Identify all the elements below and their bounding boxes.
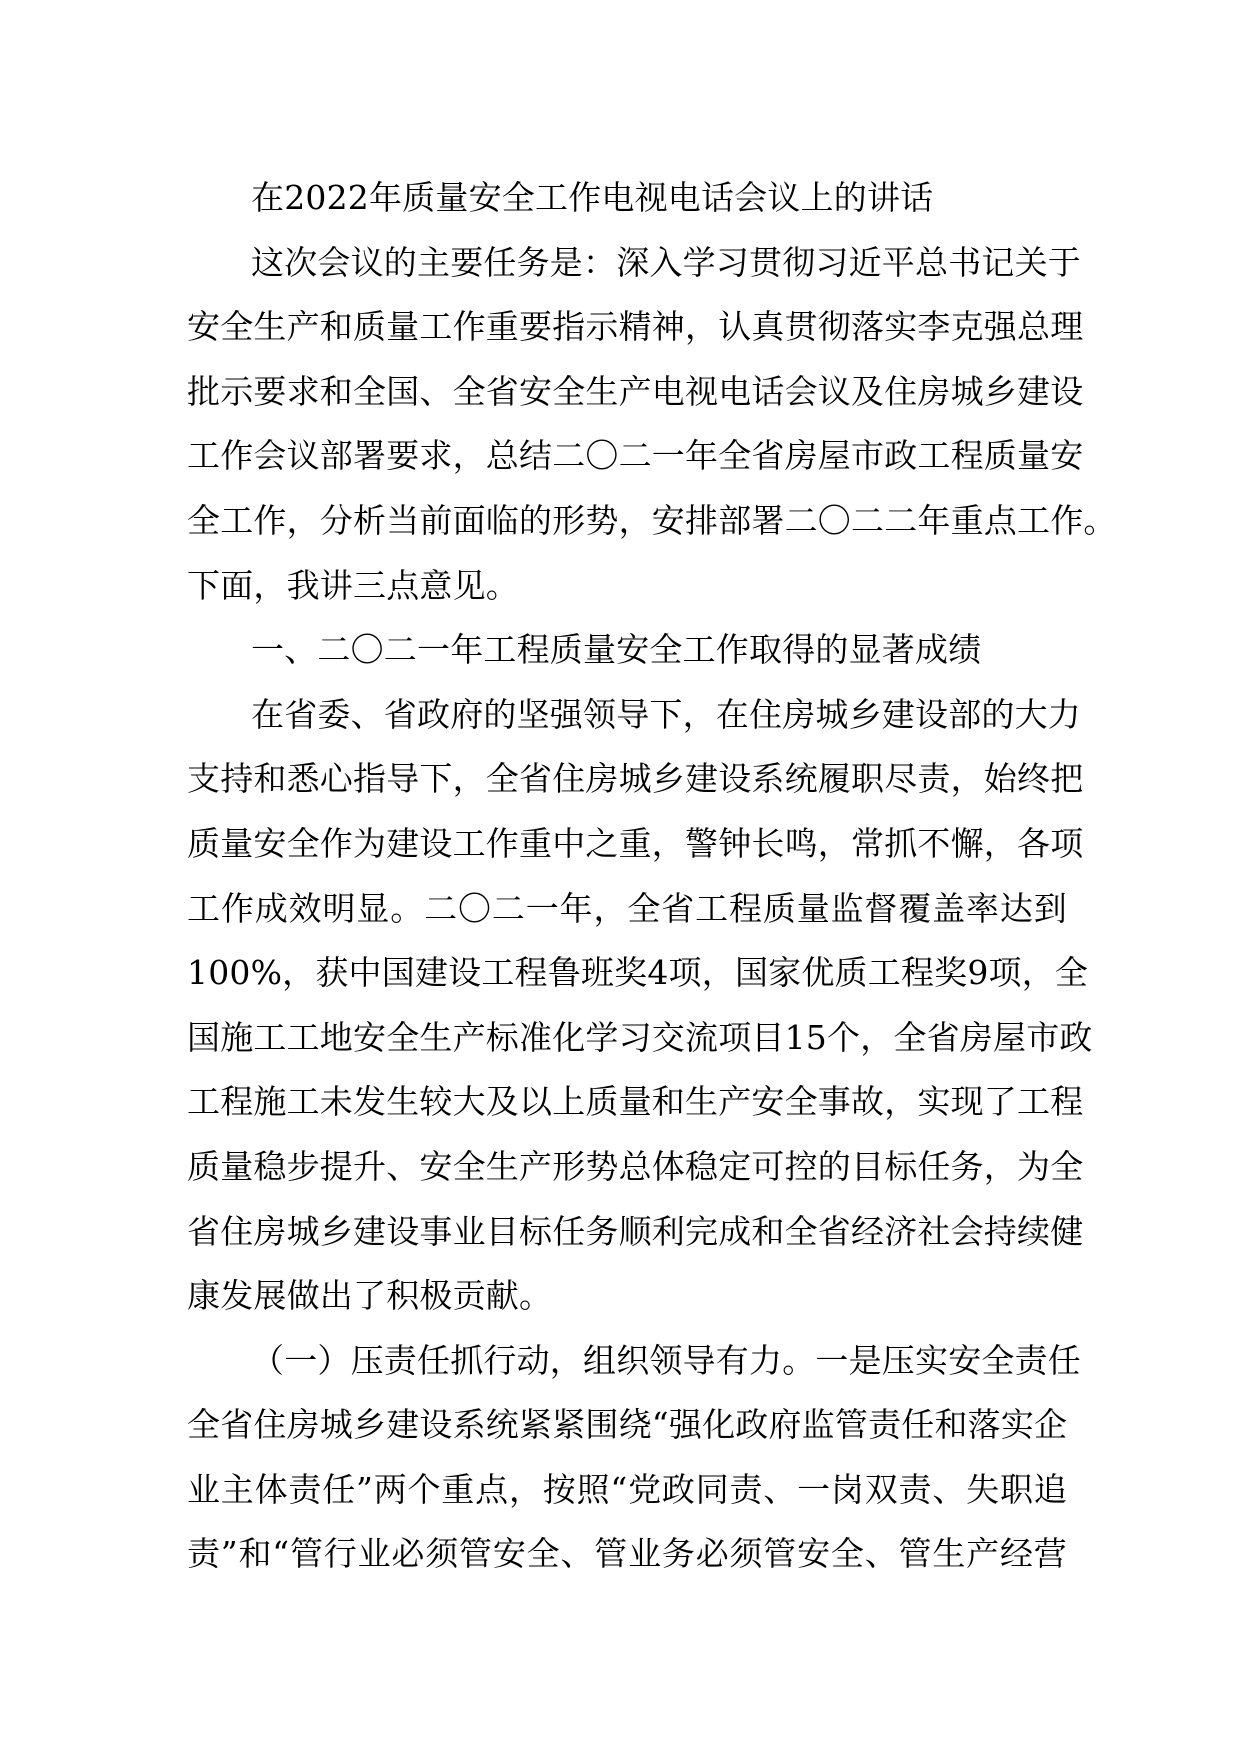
text-line: 康发展做出了积极贡献。 [187,1276,553,1316]
text-line: 下面，我讲三点意见。 [187,565,519,605]
text-line: 100%，获中国建设工程鲁班奖4项，国家优质工程奖9项，全 [187,953,1089,993]
text-line: 在省委、省政府的坚强领导下，在住房城乡建设部的大力 [251,694,1081,734]
text-line: 工作会议部署要求，总结二〇二一年全省房屋市政工程质量安 [187,436,1084,476]
text-line: 安全生产和质量工作重要指示精神，认真贯彻落实李克强总理 [187,307,1084,347]
text-line: 工作成效明显。二〇二一年，全省工程质量监督覆盖率达到 [187,888,1067,928]
text-line: 全工作，分析当前面临的形势，安排部署二〇二二年重点工作。 [187,500,1117,540]
paragraph-achievements [187,683,1093,1329]
text-line: 质量安全作为建设工作重中之重，警钟长鸣，常抓不懈，各项 [187,823,1084,863]
text-line: 责”和“管行业必须管安全、管业务必须管安全、管生产经营 [187,1534,1067,1574]
text-line: 这次会议的主要任务是：深入学习贯彻习近平总书记关于 [251,242,1081,282]
text-line: 全省住房城乡建设系统紧紧围绕“强化政府监管责任和落实企 [187,1405,1068,1445]
paragraph-responsibility [187,1329,1081,1587]
text-line: 工程施工未发生较大及以上质量和生产安全事故，实现了工程 [187,1082,1084,1122]
text-line: 质量稳步提升、安全生产形势总体稳定可控的目标任务，为全 [187,1146,1084,1186]
section-heading [187,618,1067,683]
text-line: 业主体责任”两个重点，按照“党政同责、一岗双责、失职追 [187,1469,1067,1509]
text-line: 支持和悉心指导下，全省住房城乡建设系统履职尽责，始终把 [187,759,1084,799]
text-line: 国施工工地安全生产标准化学习交流项目15个，全省房屋市政 [187,1017,1093,1057]
text-line: 省住房城乡建设事业目标任务顺利完成和全省经济社会持续健 [187,1211,1084,1251]
document-title: 在2022年质量安全工作电视电话会议上的讲话 [251,178,934,217]
document-body [187,166,1117,1587]
paragraph-intro [187,231,1117,619]
text-line: （一）压责任抓行动，组织领导有力。一是压实安全责任 [251,1340,1081,1380]
section-heading-text: 一、二〇二一年工程质量安全工作取得的显著成绩 [251,630,982,670]
text-line: 批示要求和全国、全省安全生产电视电话会议及住房城乡建设 [187,371,1084,411]
